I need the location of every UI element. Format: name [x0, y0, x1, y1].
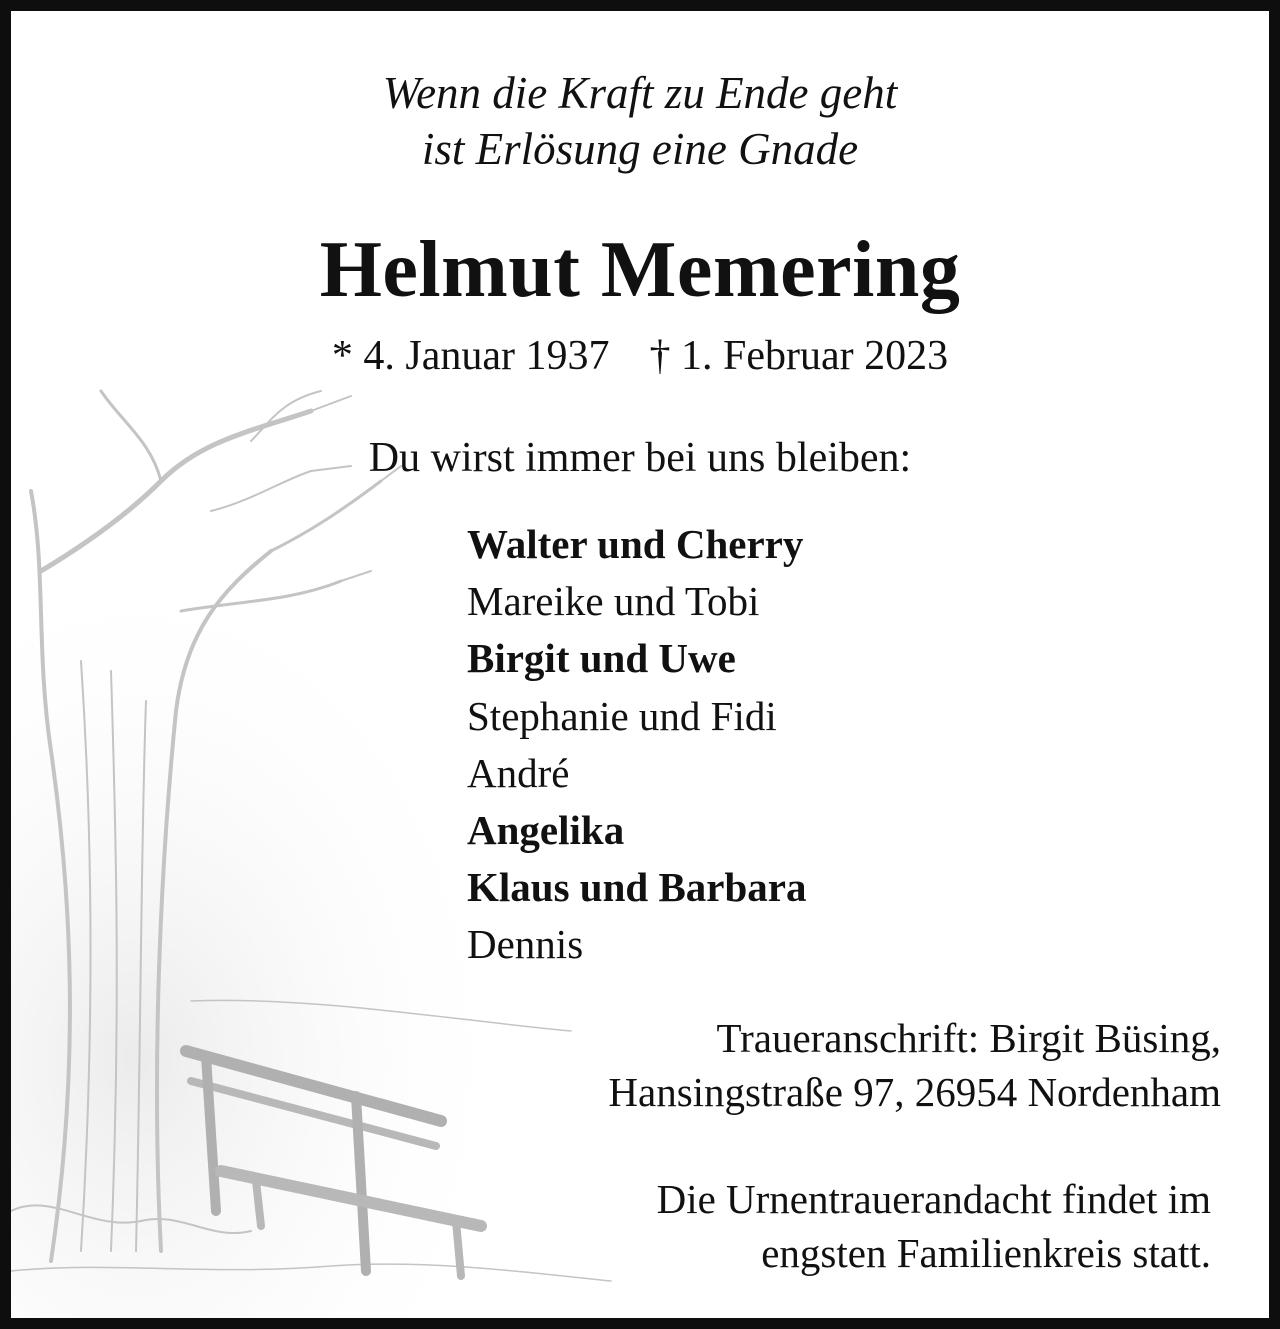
mourner-name: Angelika	[467, 807, 625, 854]
obituary-card	[11, 11, 1269, 1318]
mourner-name: Birgit und Uwe	[467, 635, 736, 682]
birth-date: * 4. Januar 1937	[331, 333, 610, 379]
notice-line-1: Die Urnentrauerandacht findet im	[656, 1176, 1211, 1222]
motto	[11, 65, 1269, 177]
mourners-list	[467, 516, 807, 974]
motto-line-2: ist Erlösung eine Gnade	[421, 124, 859, 174]
mourner-name: Walter und Cherry	[467, 521, 804, 567]
motto-line-1: Wenn die Kraft zu Ende geht	[382, 68, 898, 118]
address-line-2: Hansingstraße 97, 26954 Nordenham	[608, 1069, 1221, 1115]
mourner-name: André	[467, 749, 570, 796]
condolence-address	[608, 1011, 1221, 1119]
intro-text: Du wirst immer bei uns bleiben:	[368, 435, 912, 481]
deceased-name: Helmut Memering	[319, 226, 961, 314]
life-dates	[11, 329, 1269, 383]
address-line-1: Traueranschrift: Birgit Büsing,	[716, 1015, 1221, 1061]
mourner-name: Stephanie und Fidi	[467, 692, 777, 739]
ceremony-notice	[657, 1172, 1211, 1280]
death-date: † 1. Februar 2023	[649, 333, 949, 379]
mourner-name: Dennis	[467, 921, 584, 968]
mourner-name: Klaus und Barbara	[467, 864, 807, 911]
mourner-name: Mareike und Tobi	[467, 578, 760, 625]
notice-line-2: engsten Familienkreis statt.	[761, 1230, 1211, 1276]
